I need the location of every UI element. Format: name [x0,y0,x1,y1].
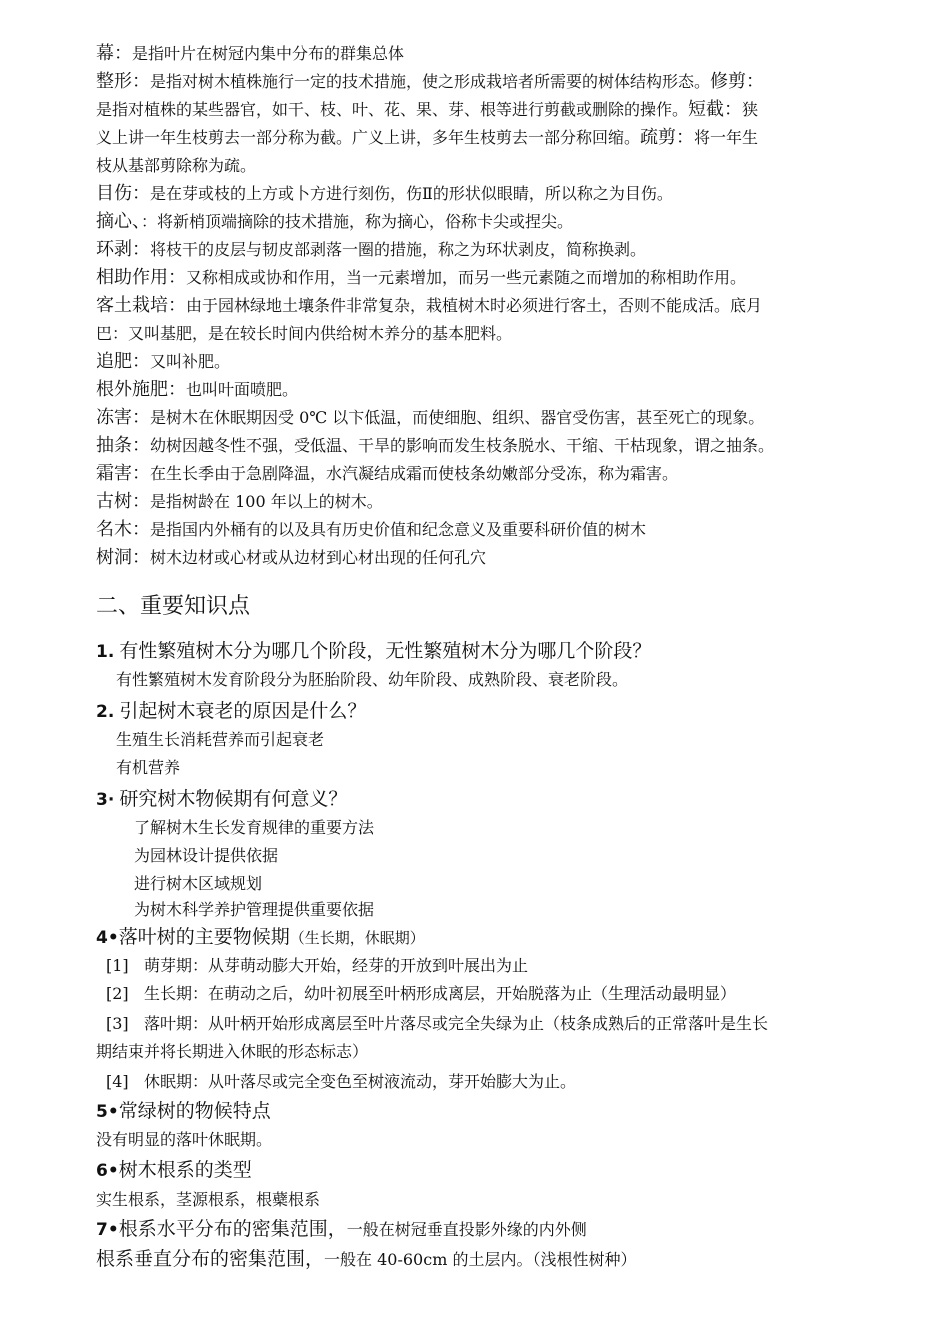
def-text: 是在芽或枝的上方或卜方进行刻伤，伤Ⅱ的形状似眼睛，所以称之为目伤。 [150,184,673,203]
def-jifei [96,320,866,348]
answer-line: 有性繁殖树木发育阶段分为胚胎阶段、幼年阶段、成熟阶段、衰老阶段。 [116,670,629,689]
item-text: 萌芽期：从芽萌动膨大开始，经芽的开放到叶展出为止 [143,956,528,975]
def-choutiao [96,432,866,460]
def-text: 又叫补肥。 [150,352,231,371]
answer-line: 为树木科学养护管理提供重要依据 [134,900,375,919]
def-text: 是指树龄在 100 年以上的树木。 [150,492,383,511]
question-number: 2. [96,702,115,722]
question-title: 树木根系的类型 [118,1159,252,1181]
term-label: 霜害： [96,463,150,484]
def-text: 将枝干的皮层与韧皮部剥落一圈的措施，称之为环状剥皮，简称换剥。 [150,240,647,259]
def-text: 将一年生 [694,128,759,147]
def-mingmu [96,516,866,544]
phenology-item-4 [106,1068,876,1096]
item-index: [4] [106,1072,129,1091]
def-mushang [96,180,866,208]
def-shudong [96,544,866,572]
phenology-item-2 [106,980,876,1008]
question-2 [96,696,866,727]
def-text: 巴：又叫基肥，是在较长时间内供给树木养分的基本肥料。 [96,324,513,343]
phenology-item-3-cont: 期结束并将长期进入休眠的形态标志） [96,1042,369,1061]
question-number: 5• [96,1102,119,1122]
term-label: 冻害： [96,407,150,428]
def-mu [96,40,866,68]
phenology-item-1 [106,952,876,980]
answer-line: 为园林设计提供依据 [134,846,279,865]
question-number: 7• [96,1220,119,1240]
def-text: 幼树因越冬性不强，受低温、干旱的影响而发生枝条脱水、干缩、干枯现象，谓之抽条。 [150,436,775,455]
item-index: [3] [106,1014,129,1033]
answer-line: 实生根系，茎源根系，根蘗根系 [96,1190,321,1209]
def-text: 是指国内外桶有的以及具有历史价值和纪念意义及重要科研价值的树木 [150,520,647,539]
term-label: 相助作用： [96,267,186,288]
term-label: 根外施肥： [96,379,186,400]
def-text: 也叫叶面喷肥。 [186,380,299,399]
def-text: 由于园林绿地土壤条件非常复杂，栽植树木时必须进行客土，否则不能成活。底月 [186,296,763,315]
term-label: 抽条： [96,435,150,456]
question-4 [96,922,866,953]
term-label: 幕： [96,43,132,64]
item-index: [2] [106,984,129,1003]
question-title: 根系垂直分布的密集范围， [96,1248,325,1270]
def-text: 是指叶片在树冠内集中分布的群集总体 [132,44,405,63]
def-text: ：将新梢顶端摘除的技术措施，称为摘心，俗称卡尖或捏尖。 [141,212,574,231]
answer-line: 有机营养 [116,758,181,777]
question-note: （生长期，休眠期） [289,929,425,947]
question-title: 落叶树的主要物候期 [118,926,290,948]
def-ketu [96,292,866,320]
term-label: 目伤： [96,183,150,204]
def-text: 义上讲一年生枝剪去一部分称为截。广义上讲，多年生枝剪去一部分称回缩。 [96,128,641,147]
def-text: 是指对植株的某些器官，如干、枝、叶、花、果、芽、根等进行剪截或删除的操作。 [96,100,689,119]
question-title: 常绿树的物候特点 [118,1100,271,1122]
def-text: 是树木在休眠期因受 0℃ 以卞低温，而使细胞、组织、器官受伤害，甚至死亡的现象。 [150,408,765,427]
question-7 [96,1214,866,1245]
def-text: 是指对树木植株施行一定的技术措施，使之形成栽培者所需要的树体结构形态。 [150,72,711,91]
question-number: 6• [96,1161,119,1181]
answer-line: 了解树木生长发育规律的重要方法 [134,818,375,837]
question-number: 1. [96,642,115,662]
term-label: 名木： [96,519,150,540]
def-text: 在生长季由于急剧降温，水汽凝结成霜而使枝条幼嫩部分受冻，称为霜害。 [150,464,679,483]
question-7-line-2 [96,1244,866,1275]
term-label: 树洞： [96,547,150,568]
def-xiujian [96,96,866,124]
answer-line: 进行树木区域规划 [134,874,263,893]
item-text: 生长期：在萌动之后，幼叶初展至叶柄形成离层，开始脱落为止（生理活动最明显） [143,984,736,1003]
question-title: 引起树木衰老的原因是什么？ [119,700,367,722]
term-label: 古树： [96,491,150,512]
answer-inline: 一般在树冠垂直投影外缘的内外侧 [346,1220,587,1239]
def-genwai [96,376,866,404]
question-title: 研究树木物候期有何意义？ [119,788,348,810]
term-label: 追肥： [96,351,150,372]
question-number: 4• [96,928,119,948]
def-duanjie [96,124,866,152]
item-text: 落叶期：从叶柄开始形成离层至叶片落尽或完全失绿为止（枝条成熟后的正常落叶是生长 [143,1014,768,1033]
term-label: 摘心、 [96,211,141,232]
def-text: 枝从基部剪除称为疏。 [96,156,257,175]
question-1 [96,636,866,667]
item-index: [1] [106,956,129,975]
answer-line: 生殖生长消耗营养而引起衰老 [116,730,325,749]
answer-line: 没有明显的落叶休眠期。 [96,1130,273,1149]
def-text: 又称相成或协和作用，当一元素增加，而另一些元素随之而增加的称相助作用。 [186,268,747,287]
phenology-item-3 [106,1010,876,1038]
term-label: 环剥： [96,239,150,260]
answer-inline: 一般在 40-60cm 的土层内。（浅根性树种） [324,1250,637,1269]
def-zhuifei [96,348,866,376]
def-donghai [96,404,866,432]
def-huanbo [96,236,866,264]
question-number: 3· [96,790,115,810]
term-label: 短截： [688,99,743,120]
def-xiangzhu [96,264,866,292]
question-title: 有性繁殖树木分为哪几个阶段，无性繁殖树木分为哪几个阶段？ [119,640,652,662]
question-3 [96,784,866,815]
def-text: 树木边材或心材或从边材到心材出现的任何孔穴 [150,548,487,567]
question-title: 根系水平分布的密集范围， [118,1218,347,1240]
def-gushu [96,488,866,516]
def-shuanghai [96,460,866,488]
term-label: 疏剪： [640,127,695,148]
term-label: 客土栽培： [96,295,186,316]
def-zhaixin [96,208,866,236]
question-6 [96,1154,866,1187]
term-label: 整形： [96,71,150,92]
section-heading: 二、重要知识点 [96,594,251,619]
term-label: 修剪： [710,71,765,92]
def-zhengxing [96,68,866,96]
question-5 [96,1096,866,1127]
def-shujian [96,152,866,180]
item-text: 休眠期：从叶落尽或完全变色至树液流动，芽开始膨大为止。 [143,1072,576,1091]
def-text: 狭 [742,100,759,119]
